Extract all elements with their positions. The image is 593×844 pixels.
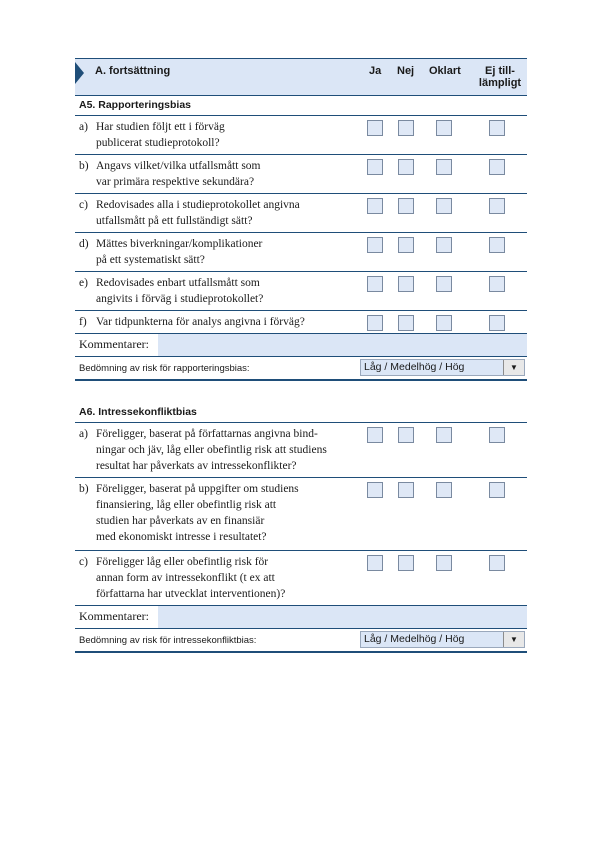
checkbox-oklart[interactable] bbox=[436, 159, 452, 175]
column-ja: Ja bbox=[369, 65, 382, 77]
section-rapporteringsbias bbox=[75, 96, 527, 381]
checkbox-ej-tillampligt[interactable] bbox=[489, 198, 505, 214]
question-text: Föreligger låg eller obefintlig risk för annan form av intressekonflikt (t ex att författarna har utvecklat interventionen)? bbox=[96, 556, 286, 600]
checkbox-ja[interactable] bbox=[367, 427, 383, 443]
risk-assessment-row bbox=[75, 357, 527, 381]
risk-label: Bedömning av risk för rapporteringsbias: bbox=[79, 363, 250, 374]
triangle-right-icon bbox=[75, 62, 84, 84]
checkbox-ej-tillampligt[interactable] bbox=[489, 276, 505, 292]
question-letter: a) bbox=[79, 121, 88, 133]
column-ej-tillampligt: Ej till- lämpligt bbox=[478, 65, 522, 89]
question-letter: b) bbox=[79, 160, 89, 172]
checkbox-nej[interactable] bbox=[398, 276, 414, 292]
checkbox-nej[interactable] bbox=[398, 120, 414, 136]
checkbox-nej[interactable] bbox=[398, 427, 414, 443]
checkbox-ja[interactable] bbox=[367, 315, 383, 331]
question-text: Var tidpunkterna för analys angivna i förväg? bbox=[96, 316, 305, 328]
question-letter: c) bbox=[79, 199, 88, 211]
checkbox-oklart[interactable] bbox=[436, 482, 452, 498]
section-intressekonfliktbias bbox=[75, 403, 527, 653]
section-title: A5. Rapporteringsbias bbox=[75, 96, 527, 116]
checkbox-ja[interactable] bbox=[367, 159, 383, 175]
checkbox-oklart[interactable] bbox=[436, 555, 452, 571]
comments-input[interactable] bbox=[158, 606, 527, 628]
question-letter: c) bbox=[79, 556, 88, 568]
comments-row bbox=[75, 606, 527, 629]
checkbox-ej-tillampligt[interactable] bbox=[489, 159, 505, 175]
checkbox-oklart[interactable] bbox=[436, 427, 452, 443]
column-nej: Nej bbox=[397, 65, 415, 77]
checkbox-ja[interactable] bbox=[367, 120, 383, 136]
checkbox-nej[interactable] bbox=[398, 315, 414, 331]
risk-label: Bedömning av risk för intressekonfliktbias: bbox=[79, 635, 257, 646]
question-text: Redovisades alla i studieprotokollet angivna utfallsmått på ett fullständigt sätt? bbox=[96, 199, 300, 227]
checkbox-nej[interactable] bbox=[398, 159, 414, 175]
comments-label: Kommentarer: bbox=[79, 609, 149, 623]
risk-select-value: Låg / Medelhög / Hög bbox=[364, 633, 465, 645]
risk-assessment-row bbox=[75, 629, 527, 653]
question-row bbox=[75, 423, 527, 478]
form-title: A. fortsättning bbox=[95, 65, 171, 77]
assessment-form bbox=[75, 58, 527, 653]
checkbox-ja[interactable] bbox=[367, 276, 383, 292]
question-row bbox=[75, 194, 527, 233]
chevron-down-icon[interactable]: ▼ bbox=[503, 632, 524, 647]
comments-label: Kommentarer: bbox=[79, 337, 149, 351]
question-letter: e) bbox=[79, 277, 88, 289]
question-letter: b) bbox=[79, 483, 89, 495]
question-row bbox=[75, 551, 527, 606]
question-row bbox=[75, 233, 527, 272]
checkbox-oklart[interactable] bbox=[436, 237, 452, 253]
form-header bbox=[75, 58, 527, 96]
checkbox-oklart[interactable] bbox=[436, 120, 452, 136]
checkbox-oklart[interactable] bbox=[436, 198, 452, 214]
column-oklart: Oklart bbox=[429, 65, 461, 77]
checkbox-oklart[interactable] bbox=[436, 276, 452, 292]
checkbox-ja[interactable] bbox=[367, 555, 383, 571]
checkbox-ej-tillampligt[interactable] bbox=[489, 315, 505, 331]
question-letter: f) bbox=[79, 316, 87, 328]
checkbox-ej-tillampligt[interactable] bbox=[489, 120, 505, 136]
checkbox-ej-tillampligt[interactable] bbox=[489, 482, 505, 498]
checkbox-nej[interactable] bbox=[398, 237, 414, 253]
checkbox-ja[interactable] bbox=[367, 482, 383, 498]
checkbox-ej-tillampligt[interactable] bbox=[489, 237, 505, 253]
comments-row bbox=[75, 334, 527, 357]
question-text: Har studien följt ett i förväg publicerat studieprotokoll? bbox=[96, 121, 225, 149]
risk-select-value: Låg / Medelhög / Hög bbox=[364, 361, 465, 373]
question-letter: a) bbox=[79, 428, 88, 440]
checkbox-nej[interactable] bbox=[398, 198, 414, 214]
checkbox-ej-tillampligt[interactable] bbox=[489, 555, 505, 571]
checkbox-ej-tillampligt[interactable] bbox=[489, 427, 505, 443]
checkbox-nej[interactable] bbox=[398, 555, 414, 571]
question-row bbox=[75, 155, 527, 194]
checkbox-oklart[interactable] bbox=[436, 315, 452, 331]
risk-select[interactable] bbox=[360, 631, 525, 648]
risk-select[interactable] bbox=[360, 359, 525, 376]
question-row bbox=[75, 116, 527, 155]
checkbox-nej[interactable] bbox=[398, 482, 414, 498]
checkbox-ja[interactable] bbox=[367, 237, 383, 253]
chevron-down-icon[interactable]: ▼ bbox=[503, 360, 524, 375]
question-text: Mättes biverkningar/komplikationer på ett systematiskt sätt? bbox=[96, 238, 263, 266]
question-row bbox=[75, 272, 527, 311]
section-title: A6. Intressekonfliktbias bbox=[75, 403, 527, 423]
checkbox-ja[interactable] bbox=[367, 198, 383, 214]
question-text: Angavs vilket/vilka utfallsmått som var primära respektive sekundära? bbox=[96, 160, 261, 188]
comments-input[interactable] bbox=[158, 334, 527, 356]
question-row bbox=[75, 478, 527, 551]
question-text: Föreligger, baserat på författarnas angivna bind- ningar och jäv, låg eller obefintlig risk att studiens resultat har påverkats av intressekonflikter? bbox=[96, 428, 327, 472]
question-text: Redovisades enbart utfallsmått som angivits i förväg i studieprotokollet? bbox=[96, 277, 264, 305]
question-text: Föreligger, baserat på uppgifter om studiens finansiering, låg eller obefintlig risk att studien har påverkats av en finansiär med ekonomiskt intresse i resultatet? bbox=[96, 483, 299, 543]
question-letter: d) bbox=[79, 238, 89, 250]
question-row bbox=[75, 311, 527, 334]
